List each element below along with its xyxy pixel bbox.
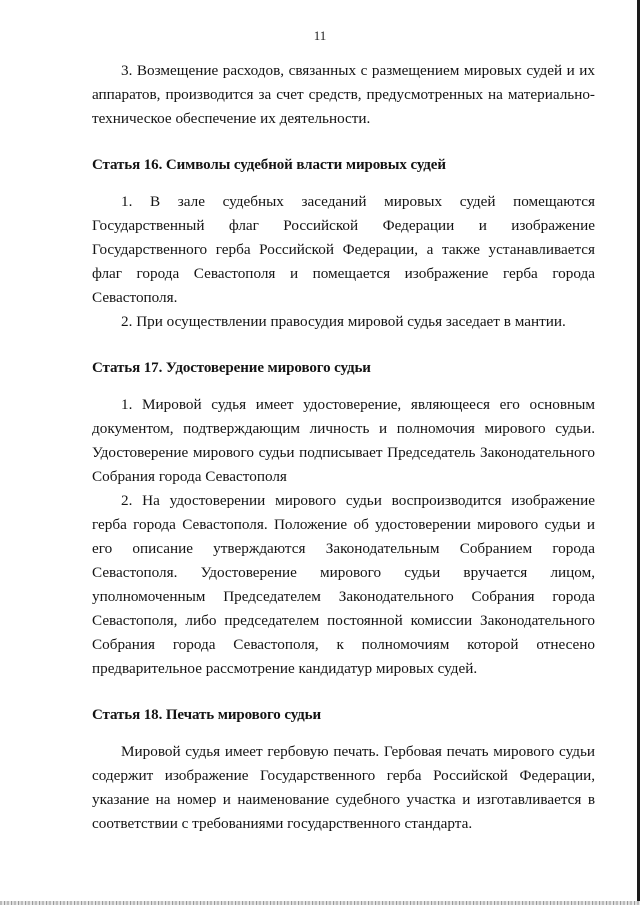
article-17-paragraph-1: 1. Мировой судья имеет удостоверение, являющееся его основным документом, подтверждающим личность и полномочия мирового судьи. Удостоверение мирового судьи подписывает Председатель Законодательного Собрания города Севастополя: [92, 396, 595, 485]
article-16-heading: Статья 16. Символы судебной власти мировых судей: [92, 157, 446, 173]
article-16-paragraph-1: 1. В зале судебных заседаний мировых судей помещаются Государственный флаг Российской Федерации и изображение Государственного герба Российской Федерации, а также устанавливается флаг города Севастополя и помещается изображение герба города Севастополя.: [92, 193, 595, 306]
article-17-heading: Статья 17. Удостоверение мирового судьи: [92, 360, 371, 376]
scan-edge-bottom: [0, 901, 640, 905]
article-17-paragraph-2: 2. На удостоверении мирового судьи воспроизводится изображение герба города Севастополя. Положение об удостоверении мирового судьи и его описание утверждаются Законодательным Собранием города Севастополя. Удостоверение мирового судьи вручается лицом, уполномоченным Председателем Законодательного Собрания города Севастополя, либо председателем постоянной комиссии Законодательного Собрания города Севастополя, к полномочиям которой отнесено предварительное рассмотрение кандидатур мировых судей.: [92, 492, 595, 677]
article-18-paragraph-1: Мировой судья имеет гербовую печать. Гербовая печать мирового судьи содержит изображение Государственного герба Российской Федерации, указание на номер и наименование судебного участка и изготавливается в соответствии с требованиями государственного стандарта.: [92, 743, 595, 832]
page-number: 11: [313, 28, 327, 43]
document-body: [92, 59, 595, 836]
article-16-paragraph-2: 2. При осуществлении правосудия мировой судья заседает в мантии.: [121, 313, 566, 330]
paragraph-3-expenses: 3. Возмещение расходов, связанных с размещением мировых судей и их аппаратов, производится за счет средств, предусмотренных на материально-техническое обеспечение их деятельности.: [92, 62, 595, 127]
article-18-heading: Статья 18. Печать мирового судьи: [92, 707, 322, 723]
